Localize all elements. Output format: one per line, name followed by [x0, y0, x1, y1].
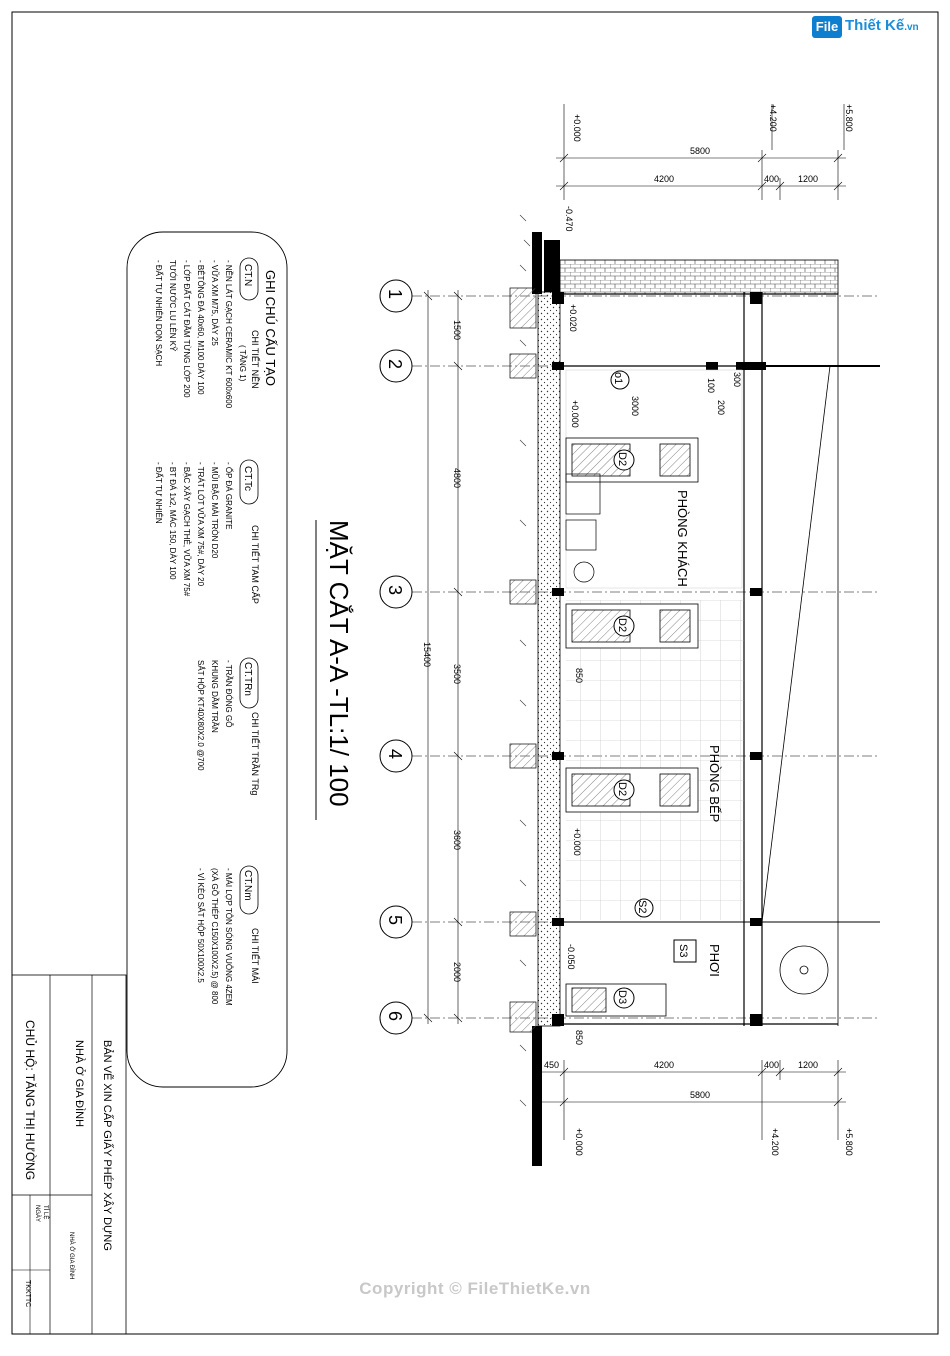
tag-d2-3: D2 — [616, 782, 628, 797]
dim-200: 200 — [716, 400, 726, 416]
drawing-title: MẶT CẮT A-A -TL:1/ 100 — [324, 520, 354, 807]
note-cttc-line: - ỐP ĐÁ GRANITE — [224, 462, 233, 530]
axis-label-5: 5 — [385, 915, 405, 926]
dim-850-b: 850 — [574, 1030, 584, 1046]
dim-axis-4-5: 3600 — [452, 830, 462, 851]
level-plus-0000-a: +0.000 — [570, 400, 580, 428]
parapet-wall — [560, 260, 838, 294]
note-ctn-line: - NỀN LÁT GẠCH CERAMIC KT 600x600 — [224, 260, 233, 409]
tag-o1: o1 — [612, 372, 624, 385]
roof-slope — [762, 366, 830, 922]
title-block-line3: CHỦ HỘ: TĂNG THỊ HƯỜNG — [23, 1020, 37, 1181]
axis-label-3: 3 — [385, 585, 405, 596]
ground-line-top — [532, 232, 542, 294]
title-block-ngay: NGÀY — [34, 1205, 40, 1223]
top-level-0: +0.000 — [572, 114, 582, 142]
dim-axis-1-2: 1500 — [452, 320, 462, 341]
ground-line-bottom — [532, 1026, 542, 1166]
tag-d2-1: D2 — [616, 452, 628, 467]
note-ctn-line: - ĐẤT TỰ NHIÊN DỌN SẠCH — [154, 260, 163, 367]
note-cttrn-line: KHUNG DẦM TRẦN — [210, 660, 219, 733]
note-ctnm-line: - VÌ KÈO SẮT HỘP 50X100X2.5 — [196, 868, 205, 983]
bottom-level-0: +0.000 — [574, 1128, 584, 1156]
bottom-dim-part-1: 4200 — [654, 1060, 675, 1070]
note-ctnm-line: - MÁI LỢP TÔN SÓNG VUÔNG 4ZEM — [224, 868, 233, 1006]
note-cttc-line: - TRÁT LÓT VỮA XM 75#, DÀY 20 — [196, 462, 205, 587]
tag-d3: D3 — [616, 990, 628, 1005]
title-block-line2: NHÀ Ở GIA ĐÌNH — [73, 1040, 85, 1128]
level-plus-0020: +0.020 — [568, 304, 578, 332]
bottom-dim-chain — [540, 1060, 846, 1140]
note-cttc-line: - MŨI BẬC MÀI TRÒN D20 — [210, 462, 219, 559]
bottom-dim-overall: 5800 — [690, 1090, 711, 1100]
dim-axis-3-4: 3500 — [452, 664, 462, 685]
front-step — [544, 240, 560, 292]
note-code-cttc: CT.Tc — [242, 466, 253, 491]
axis-label-4: 4 — [385, 749, 405, 760]
note-code-ctnm: CT.Nm — [242, 870, 253, 901]
note-cttrn-line: - TRẦN ĐÓNG GỖ — [224, 660, 233, 728]
floor-slab — [538, 292, 560, 1026]
bottom-dim-part-2: 400 — [764, 1060, 780, 1070]
level-minus-0470: -0.470 — [564, 206, 574, 232]
note-cttc-line: - BT ĐÁ 1x2, MÁC 150, DÀY 100 — [168, 462, 177, 580]
note-title-cttrn: CHI TIẾT TRẦN TRg — [250, 712, 260, 796]
room-phoi: PHƠI — [707, 944, 722, 977]
top-level-2: +5.800 — [844, 104, 854, 132]
dim-3000: 3000 — [630, 396, 640, 417]
dim-850-a: 850 — [574, 668, 584, 684]
title-block-small-project: NHÀ Ở GIA ĐÌNH — [68, 1232, 74, 1280]
notes-heading: GHI CHÚ CẤU TẠO — [263, 270, 278, 387]
top-dim-part-2: 400 — [764, 174, 780, 184]
tag-s2: S2 — [636, 900, 648, 914]
note-ctn-line: - VỮA XM M75, DÀY 25 — [210, 260, 219, 346]
note-sub-ctn: ( TẦNG 1) — [238, 345, 247, 382]
fan-icon — [780, 946, 828, 994]
note-cttc-line: - BẬC XÂY GẠCH THẺ, VỮA XM 75# — [182, 462, 191, 597]
note-code-ctn: CT.N — [242, 264, 253, 287]
note-title-ctn: CHI TIẾT NỀN — [250, 330, 260, 389]
title-block-line1: BẢN VẼ XIN CẤP GIẤY PHÉP XÂY DỰNG — [101, 1040, 113, 1251]
footings — [510, 288, 536, 1032]
dim-total: 15400 — [422, 642, 432, 668]
bottom-dim-part-3: 1200 — [798, 1060, 819, 1070]
axis-label-1: 1 — [385, 289, 405, 300]
level-minus-0050: -0.050 — [566, 944, 576, 970]
dim-axis-5-6: 2000 — [452, 962, 462, 983]
title-block-ti-le: TỈ LỆ — [42, 1205, 48, 1220]
living-furniture — [566, 474, 600, 582]
note-title-ctnm: CHI TIẾT MÁI — [250, 928, 260, 984]
sheet-border — [12, 12, 938, 1334]
axis-label-6: 6 — [385, 1011, 405, 1022]
top-dim-part-3: 1200 — [798, 174, 819, 184]
dim-300: 300 — [732, 372, 742, 388]
note-ctn-line: - LỚP ĐẤT CÁT ĐẦM TỪNG LỚP 200 — [182, 260, 191, 398]
note-title-cttc: CHI TIẾT TAM CẤP — [250, 525, 260, 604]
grass-marks — [520, 215, 530, 1106]
logo-badge: File — [812, 16, 842, 38]
axis-bubbles — [380, 280, 412, 1034]
axis-label-2: 2 — [385, 359, 405, 370]
tag-d2-2: D2 — [616, 618, 628, 633]
top-dim-overall: 5800 — [690, 146, 711, 156]
title-block-tkktc: TKKTTC — [24, 1280, 31, 1308]
room-phong-bep: PHÒNG BẾP — [707, 745, 722, 823]
dim-100: 100 — [706, 378, 716, 394]
bottom-level-1: +4.200 — [770, 1128, 780, 1156]
top-level-1: +4.200 — [768, 104, 778, 132]
note-cttc-line: - ĐẤT TỰ NHIÊN — [154, 462, 163, 524]
top-dims — [572, 104, 854, 184]
note-code-cttrn: CT.TRn — [242, 662, 253, 696]
copyright-watermark: Copyright © FileThietKe.vn — [359, 1279, 591, 1298]
bottom-dims — [544, 1060, 854, 1156]
room-phong-khach: PHÒNG KHÁCH — [675, 490, 690, 587]
note-ctn-line: TƯỚI NƯỚC LU LÈN KỸ — [168, 260, 177, 352]
level-plus-0000-b: +0.000 — [572, 828, 582, 856]
brand-logo — [812, 14, 930, 40]
bottom-level-2: +5.800 — [844, 1128, 854, 1156]
logo-domain: .vn — [904, 22, 919, 33]
logo-name: Thiết Kế — [845, 17, 905, 34]
note-ctn-line: - BÊTÔNG ĐÁ 40x60, M100 DÀY 100 — [196, 260, 205, 395]
dim-axis-2-3: 4800 — [452, 468, 462, 489]
note-ctnm-line: (XÀ GỒ THÉP C150X100X2.5) @ 800 — [210, 868, 219, 1005]
tag-s3: S3 — [677, 944, 689, 958]
notes-box — [127, 232, 287, 1087]
note-cttrn-line: SẮT HỘP KT40X80X2.0 @700 — [196, 660, 205, 771]
bottom-dim-offset: 450 — [544, 1060, 560, 1070]
top-dim-part-1: 4200 — [654, 174, 675, 184]
